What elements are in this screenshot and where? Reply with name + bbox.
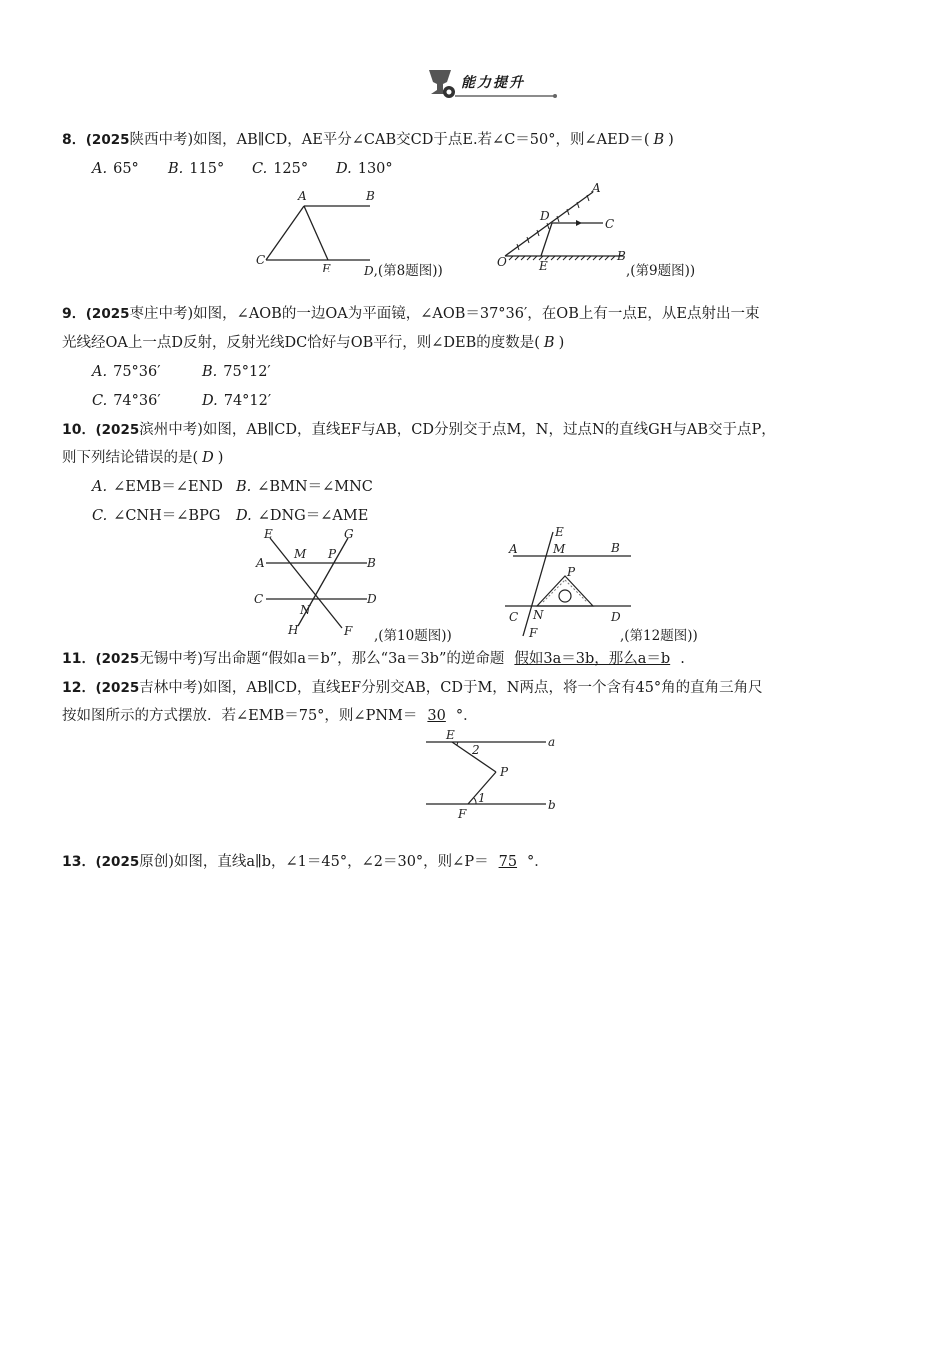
section-banner: [425, 66, 560, 100]
figure-8: [252, 182, 382, 272]
option: D. 130°: [336, 161, 393, 177]
svg-text:C: C: [605, 217, 615, 231]
option: A. 65°: [92, 161, 139, 177]
option: B. 75°12′: [202, 364, 271, 380]
option: C. ∠CNH＝∠BPG: [92, 508, 221, 524]
answer-blank: 假如3a＝3b，那么a＝b: [514, 651, 671, 667]
svg-text:E: E: [555, 525, 564, 539]
figure-9: [495, 180, 627, 270]
question-10: 10．(2025滨州中考)如图，AB∥CD，直线EF与AB，CD分别交于点M，N，过点N的直线GH与AB交于点P，: [62, 422, 776, 438]
svg-text:M: M: [553, 542, 566, 556]
answer-blank: 30: [427, 708, 446, 724]
option: A. ∠EMB＝∠END: [92, 479, 223, 495]
figure-13: [420, 728, 560, 823]
svg-text:N: N: [533, 608, 544, 622]
svg-text:F: F: [344, 624, 353, 638]
answer: B: [543, 335, 555, 351]
question-9: 9．(2025枣庄中考)如图，∠AOB的一边OA为平面镜，∠AOB＝37°36′，在OB上有一点E，从E点射出一束: [62, 306, 760, 322]
option: D. ∠DNG＝∠AME: [236, 508, 369, 524]
svg-text:a: a: [548, 735, 556, 749]
option: B. 115°: [168, 161, 225, 177]
svg-text:A: A: [298, 189, 307, 203]
figure-12: [505, 524, 640, 639]
option: D. 74°12′: [202, 393, 272, 409]
option: C. 74°36′: [92, 393, 161, 409]
svg-text:A: A: [256, 556, 265, 570]
svg-text:E: E: [539, 259, 548, 270]
svg-text:D: D: [540, 209, 550, 223]
svg-text:1: 1: [478, 791, 486, 805]
svg-text:b: b: [548, 798, 556, 812]
svg-text:F: F: [529, 626, 538, 639]
option: A. 75°36′: [92, 364, 161, 380]
svg-text:E: E: [322, 262, 331, 272]
svg-text:B: B: [366, 189, 375, 203]
answer: B: [653, 132, 665, 148]
svg-text:F: F: [458, 807, 467, 821]
question-9-cont: 光线经OA上一点D反射，反射光线DC恰好与OB平行，则∠DEB的度数是( B ): [62, 335, 565, 351]
question-13: 13．(2025原创)如图，直线a∥b，∠1＝45°，∠2＝30°，则∠P＝ 75 °．: [62, 854, 549, 870]
svg-text:H: H: [288, 623, 299, 637]
question-12: 12．(2025吉林中考)如图，AB∥CD，直线EF分别交AB，CD于M，N两点，将一个含有45°角的直角三角尺: [62, 680, 763, 696]
question-10-cont: 则下列结论错误的是( D ): [62, 450, 224, 466]
svg-text:B: B: [617, 249, 626, 263]
svg-text:2: 2: [472, 743, 480, 757]
svg-text:A: A: [592, 181, 601, 195]
figure-8-caption: D,(第8题图)): [364, 263, 443, 279]
svg-text:C: C: [509, 610, 519, 624]
svg-text:C: C: [256, 253, 266, 267]
question-12-cont: 按如图所示的方式摆放．若∠EMB＝75°，则∠PNM＝ 30 °．: [62, 708, 478, 724]
svg-text:D: D: [367, 592, 377, 606]
question-11: 11．(2025无锡中考)写出命题“假如a＝b”，那么“3a＝3b”的逆命题 假如3a＝3b，那么a＝b .: [62, 651, 685, 667]
figure-9-caption: ,(第9题图)): [626, 263, 696, 279]
svg-text:P: P: [500, 765, 509, 779]
figure-12-caption: ,(第12题图)): [620, 628, 698, 644]
svg-text:O: O: [497, 255, 507, 269]
banner-title: 能力提升: [461, 75, 525, 91]
svg-text:B: B: [367, 556, 376, 570]
svg-text:E: E: [446, 728, 455, 742]
svg-text:P: P: [328, 547, 337, 561]
answer-blank: 75: [498, 854, 518, 870]
svg-text:C: C: [254, 592, 264, 606]
svg-text:D: D: [611, 610, 621, 624]
svg-text:N: N: [300, 603, 311, 617]
figure-10-caption: ,(第10题图)): [374, 628, 452, 644]
option: C. 125°: [252, 161, 309, 177]
svg-text:A: A: [509, 542, 518, 556]
svg-text:B: B: [611, 541, 620, 555]
answer: D: [202, 450, 214, 466]
svg-text:P: P: [567, 565, 576, 579]
question-8: 8．(2025陕西中考)如图，AB∥CD，AE平分∠CAB交CD于点E.若∠C＝50°，则∠AED＝( B ): [62, 132, 674, 148]
svg-text:G: G: [344, 528, 354, 541]
svg-text:M: M: [294, 547, 307, 561]
option: B. ∠BMN＝∠MNC: [236, 479, 373, 495]
figure-10: [252, 528, 382, 638]
svg-text:E: E: [264, 528, 273, 541]
